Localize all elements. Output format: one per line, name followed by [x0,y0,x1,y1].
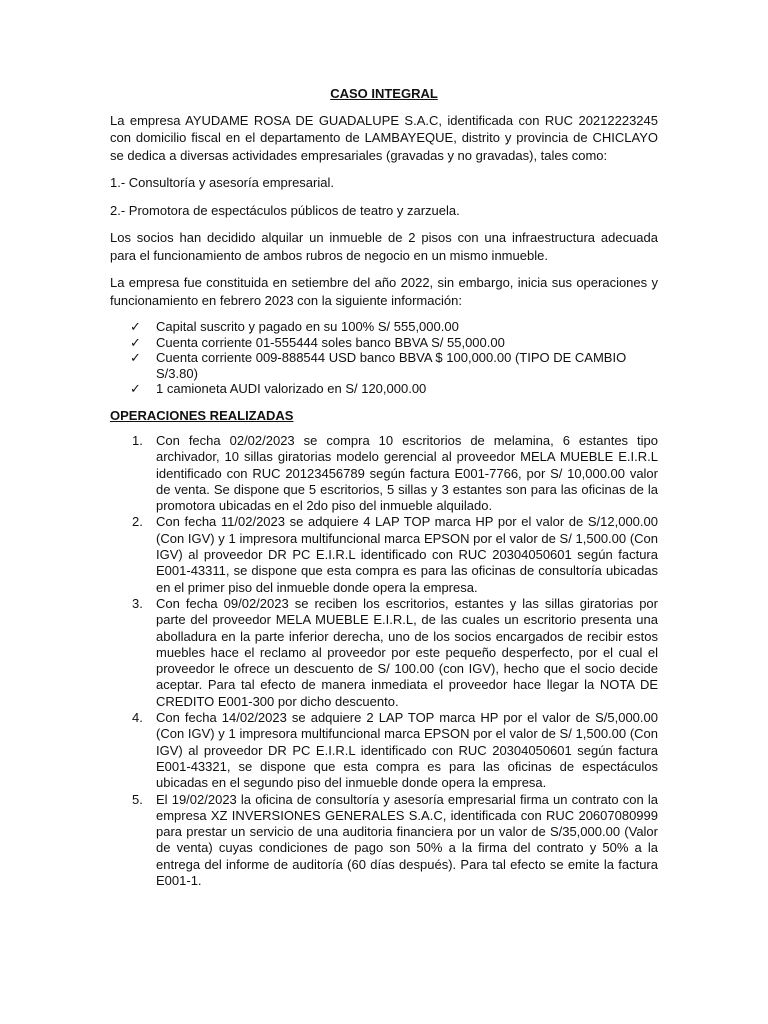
checklist-item [110,335,658,351]
operation-text: Con fecha 11/02/2023 se adquiere 4 LAP TOP marca HP por el valor de S/12,000.00 (Con IGV) y 1 impresora multifuncional marca EPSON por el valor de S/ 1,500.00 (Con IGV) al proveedor DR PC E.I.R.L identificado con RUC 20304050601 según factura E001-43311, se dispone que esta compra es para las oficinas de consultoría ubicadas en el primer piso del inmueble donde opera la empresa. [156,514,658,595]
operation-item [110,433,658,514]
operation-text: El 19/02/2023 la oficina de consultoría y asesoría empresarial firma un contrato con la empresa XZ INVERSIONES GENERALES S.A.C, identificada con RUC 20607080999 para prestar un servicio de una auditoria financiera por un valor de S/35,000.00 (Valor de venta) cuyas condiciones de pago son 50% a la firma del contrato y 50% a la entrega del informe de auditoría (60 días después). Para tal efecto se emite la factura E001-1. [156,791,658,889]
partners-paragraph: Los socios han decidido alquilar un inmueble de 2 pisos con una infraestructura adecuada para el funcionamiento de ambos rubros de negocio en un mismo inmueble. [110,230,658,263]
checklist-item-text: Capital suscrito y pagado en su 100% S/ 555,000.00 [156,319,459,334]
operations-list [110,433,658,889]
activity-item: 1.- Consultoría y asesoría empresarial. [110,175,334,190]
operation-number: 1. [132,433,143,448]
operation-text: Con fecha 09/02/2023 se reciben los escritorios, estantes y las sillas giratorias por parte del proveedor MELA MUEBLE E.I.R.L, de las cuales un escritorio presenta una abolladura en la parte inferior derecha, uno de los socios encargados de recibir estos muebles hace el reclamo al proveedor por este pequeño desperfecto, por el cual el proveedor le ofrece un descuento de S/ 100.00 (con IGV), hecho que el socio decide aceptar. Para tal efecto de manera inmediata el proveedor hace llegar la NOTA DE CREDITO E001-300 por dicho descuento. [156,595,658,709]
document-title: CASO INTEGRAL [330,86,438,101]
operation-number: 4. [132,710,143,726]
operation-number: 2. [132,514,143,530]
operations-heading: OPERACIONES REALIZADAS [110,407,294,423]
operation-item [110,710,658,791]
checklist-item [110,319,658,335]
operation-number: 3. [132,595,143,611]
initial-info-checklist [110,319,658,397]
checklist-item-text: Cuenta corriente 009-888544 USD banco BBVA $ 100,000.00 (TIPO DE CAMBIO S/3.80) [156,350,627,381]
checkmark-icon: ✓ [130,319,141,334]
operation-number: 5. [132,791,143,807]
checklist-item [110,350,658,381]
checkmark-icon: ✓ [130,381,141,396]
checkmark-icon: ✓ [130,350,141,365]
checkmark-icon: ✓ [130,334,141,350]
operation-item [110,792,658,890]
activity-item: 2.- Promotora de espectáculos públicos de teatro y zarzuela. [110,202,460,218]
operation-text: Con fecha 14/02/2023 se adquiere 2 LAP TOP marca HP por el valor de S/5,000.00 (Con IGV) y 1 impresora multifuncional marca EPSON por el valor de S/ 1,500.00 (Con IGV) al proveedor DR PC E.I.R.L identificado con RUC 20304050601 según factura E001-43321, se dispone que esta compra es para las oficinas de espectáculos ubicadas en el segundo piso del inmueble donde opera la empresa. [156,710,658,791]
checklist-item-text: 1 camioneta AUDI valorizado en S/ 120,000.00 [156,381,427,396]
document-body [110,85,658,889]
checklist-item [110,381,658,397]
operation-item [110,514,658,595]
operation-item [110,596,658,710]
constitution-paragraph: La empresa fue constituida en setiembre del año 2022, sin embargo, inicia sus operaciones y funcionamiento en febrero 2023 con la siguiente información: [110,275,658,308]
checklist-item-text: Cuenta corriente 01-555444 soles banco BBVA S/ 55,000.00 [156,334,505,350]
intro-paragraph: La empresa AYUDAME ROSA DE GUADALUPE S.A.C, identificada con RUC 20212223245 con domicilio fiscal en el departamento de LAMBAYEQUE, distrito y provincia de CHICLAYO se dedica a diversas actividades empresariales (gravadas y no gravadas), tales como: [110,112,658,163]
operation-text: Con fecha 02/02/2023 se compra 10 escritorios de melamina, 6 estantes tipo archivador, 10 sillas giratorias modelo gerencial al proveedor MELA MUEBLE E.I.R.L identificado con RUC 20123456789 según factura E001-7766, por S/ 10,000.00 valor de venta. Se dispone que 5 escritorios, 5 sillas y 3 estantes son para las oficinas de la promotora ubicadas en el 2do piso del inmueble alquilado. [156,433,658,514]
